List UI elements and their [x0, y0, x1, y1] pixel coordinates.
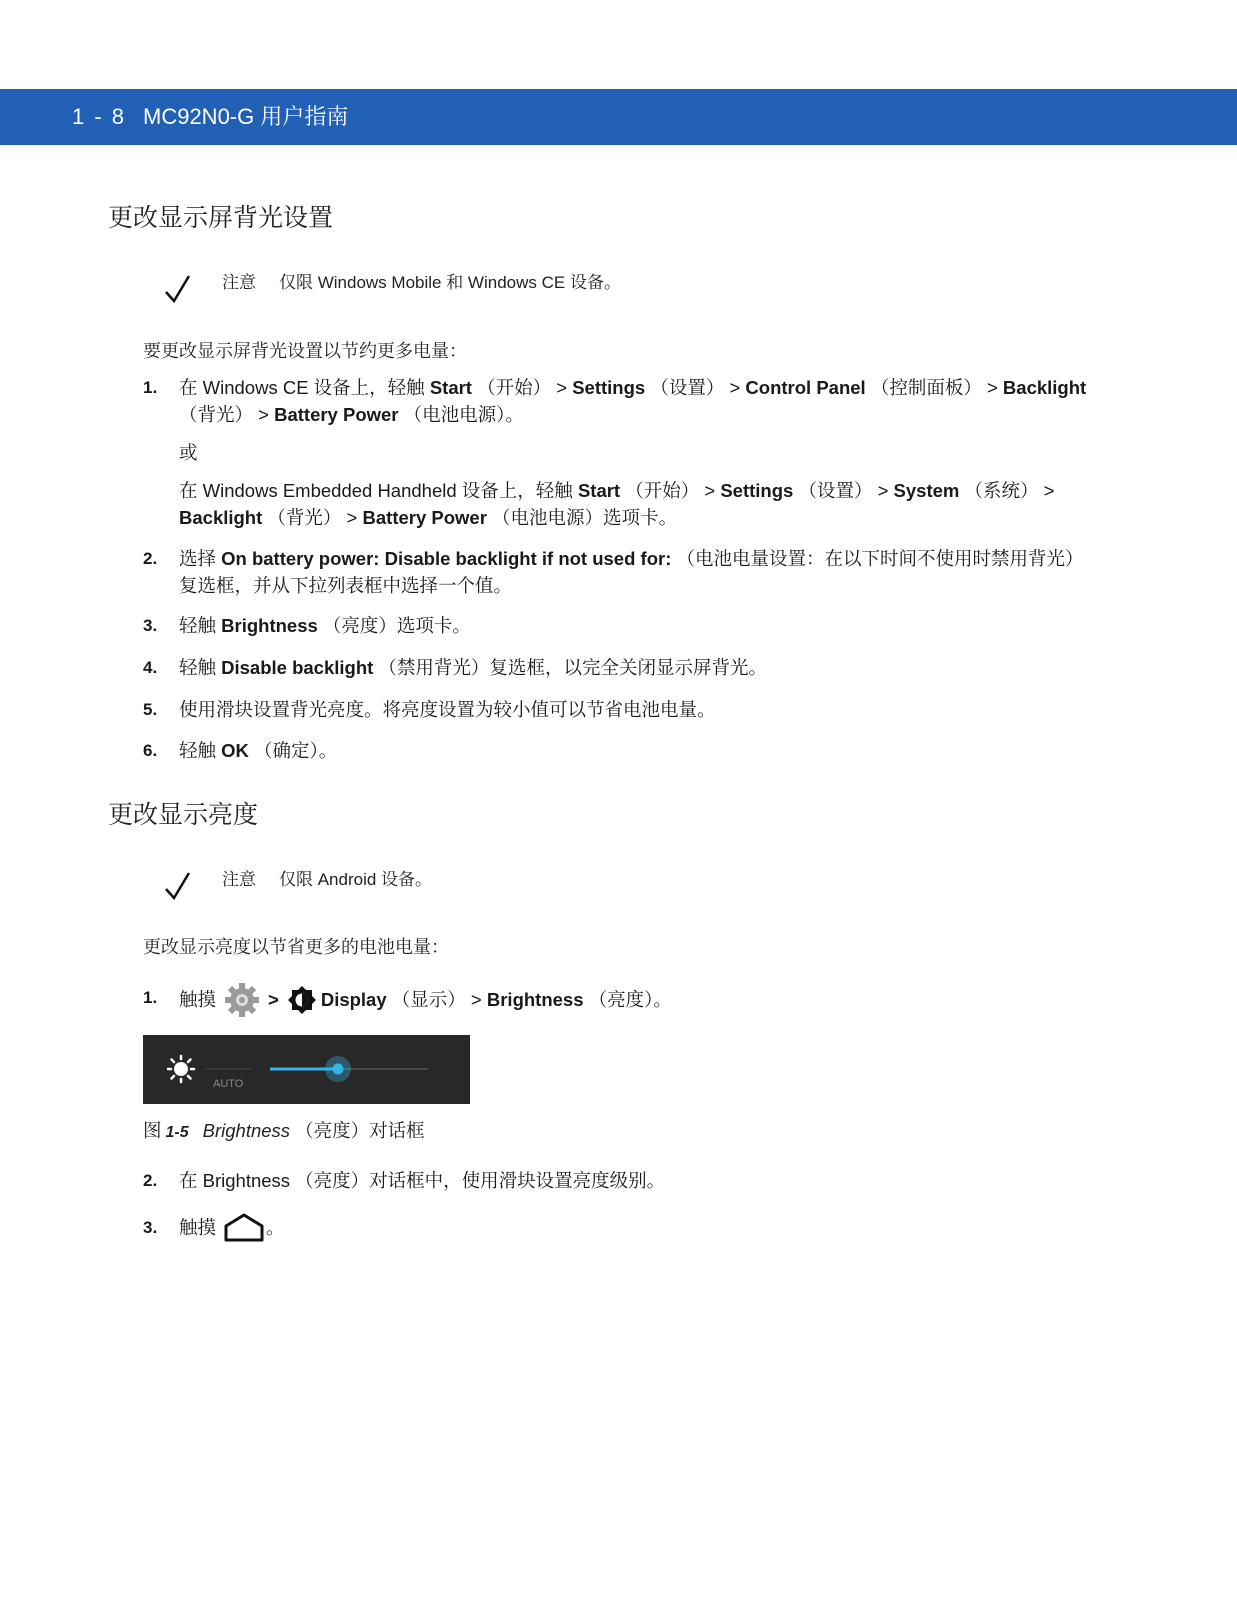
term-on-battery-power: On battery power: Disable backlight if not used for:	[221, 548, 672, 569]
page-number: 1 - 8	[72, 104, 127, 129]
step-number: 1.	[143, 988, 158, 1007]
step-number: 1.	[143, 378, 158, 397]
android-step-1	[143, 983, 1153, 1017]
text: 在 Windows Embedded Handheld 设备上，轻触	[179, 480, 578, 501]
note-text: 仅限 Android 设备。	[279, 870, 433, 889]
text: （亮度）选项卡。	[317, 615, 471, 636]
display-brightness-icon	[287, 985, 319, 1015]
step-1-line-2	[179, 401, 1149, 428]
text: 轻触	[179, 615, 222, 636]
text: （确定）。	[248, 740, 338, 761]
check-icon	[163, 268, 193, 308]
note-label: 注意	[222, 273, 256, 292]
term-backlight: Backlight	[1002, 377, 1087, 398]
text: 轻触	[179, 740, 222, 761]
step-number: 3.	[143, 1218, 158, 1237]
note-text: 仅限 Windows Mobile 和 Windows CE 设备。	[279, 273, 621, 292]
term-system: System	[893, 480, 960, 501]
text: （显示） >	[386, 989, 487, 1010]
text: （禁用背光）复选框，以完全关闭显示屏背光。	[373, 657, 767, 678]
android-step-3-text	[179, 1212, 1149, 1244]
section-title-backlight: 更改显示屏背光设置	[108, 203, 334, 232]
step-6-text	[179, 737, 1149, 764]
term-brightness: Brightness	[486, 989, 584, 1010]
term-settings: Settings	[572, 377, 646, 398]
text: （设置） >	[793, 480, 894, 501]
text: （背光） >	[179, 404, 275, 425]
note-label: 注意	[222, 870, 256, 889]
android-step-2-text: 在 Brightness （亮度）对话框中，使用滑块设置亮度级别。	[179, 1170, 666, 1191]
step-5-text: 使用滑块设置背光亮度。将亮度设置为较小值可以节省电池电量。	[179, 699, 716, 720]
text: （电池电源）选项卡。	[486, 507, 678, 528]
section-title-brightness: 更改显示亮度	[108, 800, 259, 829]
text: （设置） >	[645, 377, 746, 398]
step-4-text	[179, 654, 1149, 681]
text: >	[268, 989, 279, 1010]
android-step-3	[143, 1212, 1153, 1246]
step-number: 6.	[143, 741, 158, 760]
page-header	[0, 89, 1237, 145]
text: 在 Windows CE 设备上，轻触	[179, 377, 430, 398]
text: （系统） >	[959, 480, 1055, 501]
home-icon	[222, 1212, 266, 1244]
note-android	[163, 865, 863, 905]
term-brightness: Brightness	[221, 615, 318, 636]
text: （开始） >	[471, 377, 573, 398]
term-disable-backlight: Disable backlight	[221, 657, 374, 678]
step-number: 2.	[143, 1171, 158, 1190]
text: （电池电量设置：在以下时间不使用时禁用背光）	[671, 548, 1084, 569]
figure-name: Brightness	[202, 1120, 291, 1141]
term-display: Display	[320, 989, 387, 1010]
sun-icon	[168, 1056, 194, 1082]
text: （控制面板） >	[865, 377, 1003, 398]
term-battery-power: Battery Power	[274, 404, 399, 425]
slider-thumb	[332, 1064, 343, 1075]
term-start: Start	[429, 377, 472, 398]
step-number: 4.	[143, 658, 158, 677]
brightness-dialog	[143, 1035, 470, 1104]
step-number: 5.	[143, 700, 158, 719]
step-number: 2.	[143, 549, 158, 568]
brightness-dialog-screenshot	[143, 1035, 470, 1104]
term-ok: OK	[221, 740, 249, 761]
text: （开始） >	[620, 480, 721, 501]
figure-caption	[143, 1117, 425, 1143]
term-backlight: Backlight	[179, 507, 263, 528]
section1-intro: 要更改显示屏背光设置以节约更多电量：	[143, 341, 467, 361]
step-3-text	[179, 612, 1149, 639]
term-settings: Settings	[720, 480, 794, 501]
android-step-1-text	[179, 983, 1149, 1017]
step-2-line-1	[179, 545, 1149, 572]
text: （亮度）。	[583, 989, 672, 1010]
text: （背光） >	[262, 507, 363, 528]
text: 触摸	[179, 989, 217, 1010]
text: 触摸	[179, 1217, 217, 1238]
document-title: MC92N0-G 用户指南	[143, 104, 349, 129]
text: 选择	[179, 548, 222, 569]
settings-gear-icon	[222, 983, 262, 1017]
text: 轻触	[179, 657, 222, 678]
auto-label: AUTO	[213, 1078, 244, 1090]
step-1-line-1	[179, 374, 1149, 401]
figure-number: 1-5	[165, 1124, 189, 1141]
term-battery-power: Battery Power	[362, 507, 487, 528]
step-1-alt-line-1	[179, 477, 1149, 504]
check-icon	[163, 865, 193, 905]
step-1-alt-line-2	[179, 504, 1149, 531]
term-control-panel: Control Panel	[745, 377, 866, 398]
step-2-line-2: 复选框，并从下拉列表框中选择一个值。	[179, 575, 513, 596]
section2-intro: 更改显示亮度以节省更多的电池电量：	[143, 937, 449, 957]
or-text: 或	[179, 442, 198, 463]
text: （电池电源）。	[398, 404, 524, 425]
step-number: 3.	[143, 616, 158, 635]
figure-desc: （亮度）对话框	[290, 1120, 425, 1141]
text: 。	[266, 1217, 285, 1238]
figure-prefix: 图	[143, 1120, 162, 1141]
note-windows	[163, 268, 863, 308]
term-start: Start	[577, 480, 621, 501]
